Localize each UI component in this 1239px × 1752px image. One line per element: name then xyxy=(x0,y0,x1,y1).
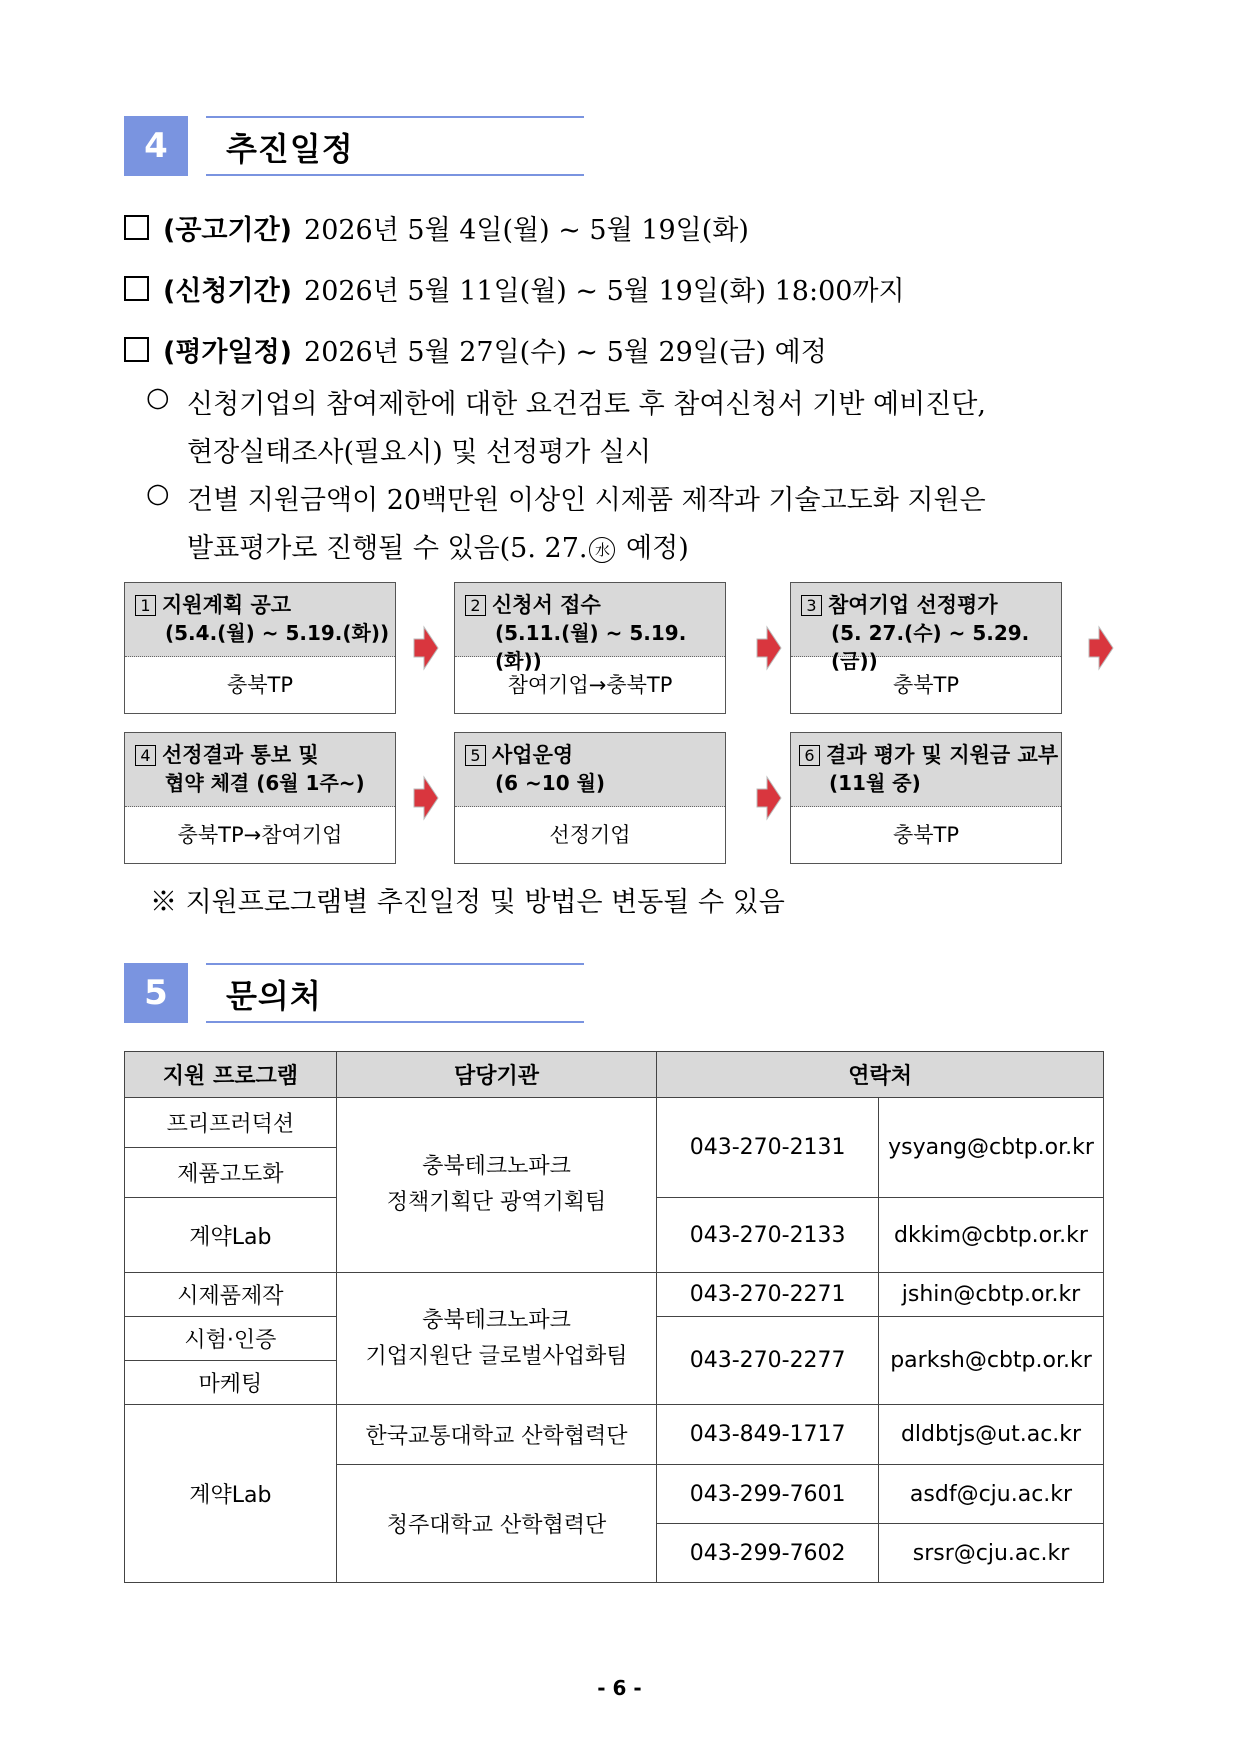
circled-char: 水 xyxy=(589,537,615,563)
phone-cell: 043-299-7601 xyxy=(657,1465,879,1524)
program-cell: 제품고도화 xyxy=(125,1148,337,1198)
arrow-right-icon xyxy=(410,775,440,821)
step-number: 1 xyxy=(135,595,156,616)
schedule-text: 2026년 5월 11일(월) ~ 5월 19일(화) 18:00까지 xyxy=(304,276,905,307)
agency-line: 기업지원단 글로벌사업화팀 xyxy=(365,1343,628,1369)
section-title: 문의처 xyxy=(226,977,322,1015)
schedule-text: 2026년 5월 27일(수) ~ 5월 29일(금) 예정 xyxy=(304,337,827,368)
flow-step-4 xyxy=(124,732,396,864)
step-number: 3 xyxy=(801,595,822,616)
step-period: (5.4.(월) ~ 5.19.(화)) xyxy=(165,621,390,645)
page-number: - 6 - xyxy=(597,1676,642,1700)
step-actor: 충북TP xyxy=(892,673,960,697)
schedule-label: (평가일정) xyxy=(163,337,293,368)
header-rule xyxy=(206,963,584,965)
checkbox-icon xyxy=(124,337,149,362)
checkbox-icon xyxy=(124,215,149,240)
step-title: 신청서 접수 xyxy=(492,593,601,617)
flow-step-6 xyxy=(790,732,1062,864)
email-cell: jshin@cbtp.or.kr xyxy=(879,1273,1104,1317)
step-actor: 참여기업→충북TP xyxy=(507,673,673,697)
contact-table xyxy=(124,1051,1104,1583)
step-period: (6 ~10 월) xyxy=(495,771,606,795)
email-cell: asdf@cju.ac.kr xyxy=(879,1465,1104,1524)
column-header: 연락처 xyxy=(657,1052,1104,1098)
schedule-item xyxy=(124,208,749,247)
email-cell: dkkim@cbtp.or.kr xyxy=(879,1198,1104,1273)
email-cell: ysyang@cbtp.or.kr xyxy=(879,1098,1104,1198)
flow-step-2 xyxy=(454,582,726,714)
section-5-header xyxy=(124,963,584,1023)
program-cell: 계약Lab xyxy=(125,1405,337,1583)
agency-cell xyxy=(336,1098,657,1273)
flow-step-5 xyxy=(454,732,726,864)
program-cell: 마케팅 xyxy=(125,1361,337,1405)
header-rule xyxy=(206,1021,584,1023)
phone-cell: 043-270-2277 xyxy=(657,1317,879,1405)
step-period: (5. 27.(수) ~ 5.29.(금)) xyxy=(831,621,1030,673)
step-number: 2 xyxy=(465,595,486,616)
step-period: (5.11.(월) ~ 5.19.(화)) xyxy=(495,621,687,673)
flow-step-1 xyxy=(124,582,396,714)
column-header: 지원 프로그램 xyxy=(125,1052,337,1098)
bullet-text: 신청기업의 참여제한에 대한 요건검토 후 참여신청서 기반 예비진단, xyxy=(187,389,986,420)
section-number: 4 xyxy=(124,116,188,176)
schedule-item xyxy=(124,330,827,369)
agency-line: 정책기획단 광역기획팀 xyxy=(386,1190,607,1215)
phone-cell: 043-299-7602 xyxy=(657,1524,879,1583)
email-cell: parksh@cbtp.or.kr xyxy=(879,1317,1104,1405)
program-cell: 시험·인증 xyxy=(125,1317,337,1361)
table-row xyxy=(125,1098,1104,1148)
header-rule xyxy=(206,174,584,176)
table-row xyxy=(125,1273,1104,1317)
step-title: 참여기업 선정평가 xyxy=(828,593,998,617)
step-number: 4 xyxy=(135,745,156,766)
program-cell: 계약Lab xyxy=(125,1198,337,1273)
phone-cell: 043-849-1717 xyxy=(657,1405,879,1465)
bullet-text: 발표평가로 진행될 수 있음(5. 27. xyxy=(187,533,588,564)
email-cell: srsr@cju.ac.kr xyxy=(879,1524,1104,1583)
agency-cell: 청주대학교 산학협력단 xyxy=(336,1465,657,1583)
step-title: 지원계획 공고 xyxy=(162,593,292,617)
step-period: 협약 체결 (6월 1주~) xyxy=(165,771,365,795)
agency-cell xyxy=(336,1273,657,1405)
schedule-label: (공고기간) xyxy=(163,215,293,246)
table-row xyxy=(125,1405,1104,1465)
schedule-text: 2026년 5월 4일(월) ~ 5월 19일(화) xyxy=(304,215,749,246)
step-actor: 선정기업 xyxy=(549,823,631,847)
section-number: 5 xyxy=(124,963,188,1023)
bullet-text-line2 xyxy=(187,526,689,565)
bullet-text: 현장실태조사(필요시) 및 선정평가 실시 xyxy=(187,437,652,468)
step-number: 5 xyxy=(465,745,486,766)
step-period: (11월 중) xyxy=(829,771,921,795)
column-header: 담당기관 xyxy=(336,1052,657,1098)
table-header-row xyxy=(125,1052,1104,1098)
bullet-mark: ○ xyxy=(146,478,170,509)
phone-cell: 043-270-2131 xyxy=(657,1098,879,1198)
bullet-text: 건별 지원금액이 20백만원 이상인 시제품 제작과 기술고도화 지원은 xyxy=(187,485,986,516)
arrow-right-icon xyxy=(753,625,783,671)
step-number: 6 xyxy=(799,745,820,766)
header-rule xyxy=(206,116,584,118)
step-title: 결과 평가 및 지원금 교부 xyxy=(826,743,1059,767)
step-actor: 충북TP xyxy=(892,823,960,847)
email-cell: dldbtjs@ut.ac.kr xyxy=(879,1405,1104,1465)
step-title: 선정결과 통보 및 xyxy=(162,743,319,767)
step-title: 사업운영 xyxy=(492,743,574,767)
checkbox-icon xyxy=(124,276,149,301)
agency-cell: 한국교통대학교 산학협력단 xyxy=(336,1405,657,1465)
arrow-right-icon xyxy=(753,775,783,821)
arrow-right-icon xyxy=(1085,625,1115,671)
phone-cell: 043-270-2271 xyxy=(657,1273,879,1317)
flow-step-3 xyxy=(790,582,1062,714)
phone-cell: 043-270-2133 xyxy=(657,1198,879,1273)
schedule-note: ※ 지원프로그램별 추진일정 및 방법은 변동될 수 있음 xyxy=(150,887,785,918)
schedule-item xyxy=(124,269,905,308)
arrow-right-icon xyxy=(410,625,440,671)
schedule-label: (신청기간) xyxy=(163,276,293,307)
bullet-mark: ○ xyxy=(146,382,170,413)
agency-line: 충북테크노파크 xyxy=(422,1154,571,1179)
program-cell: 프리프러덕션 xyxy=(125,1098,337,1148)
program-cell: 시제품제작 xyxy=(125,1273,337,1317)
section-title: 추진일정 xyxy=(226,130,354,168)
step-actor: 충북TP→참여기업 xyxy=(177,823,343,847)
bullet-text: 예정) xyxy=(617,533,689,564)
step-actor: 충북TP xyxy=(226,673,294,697)
agency-line: 충북테크노파크 xyxy=(422,1307,571,1333)
section-4-header xyxy=(124,116,584,176)
